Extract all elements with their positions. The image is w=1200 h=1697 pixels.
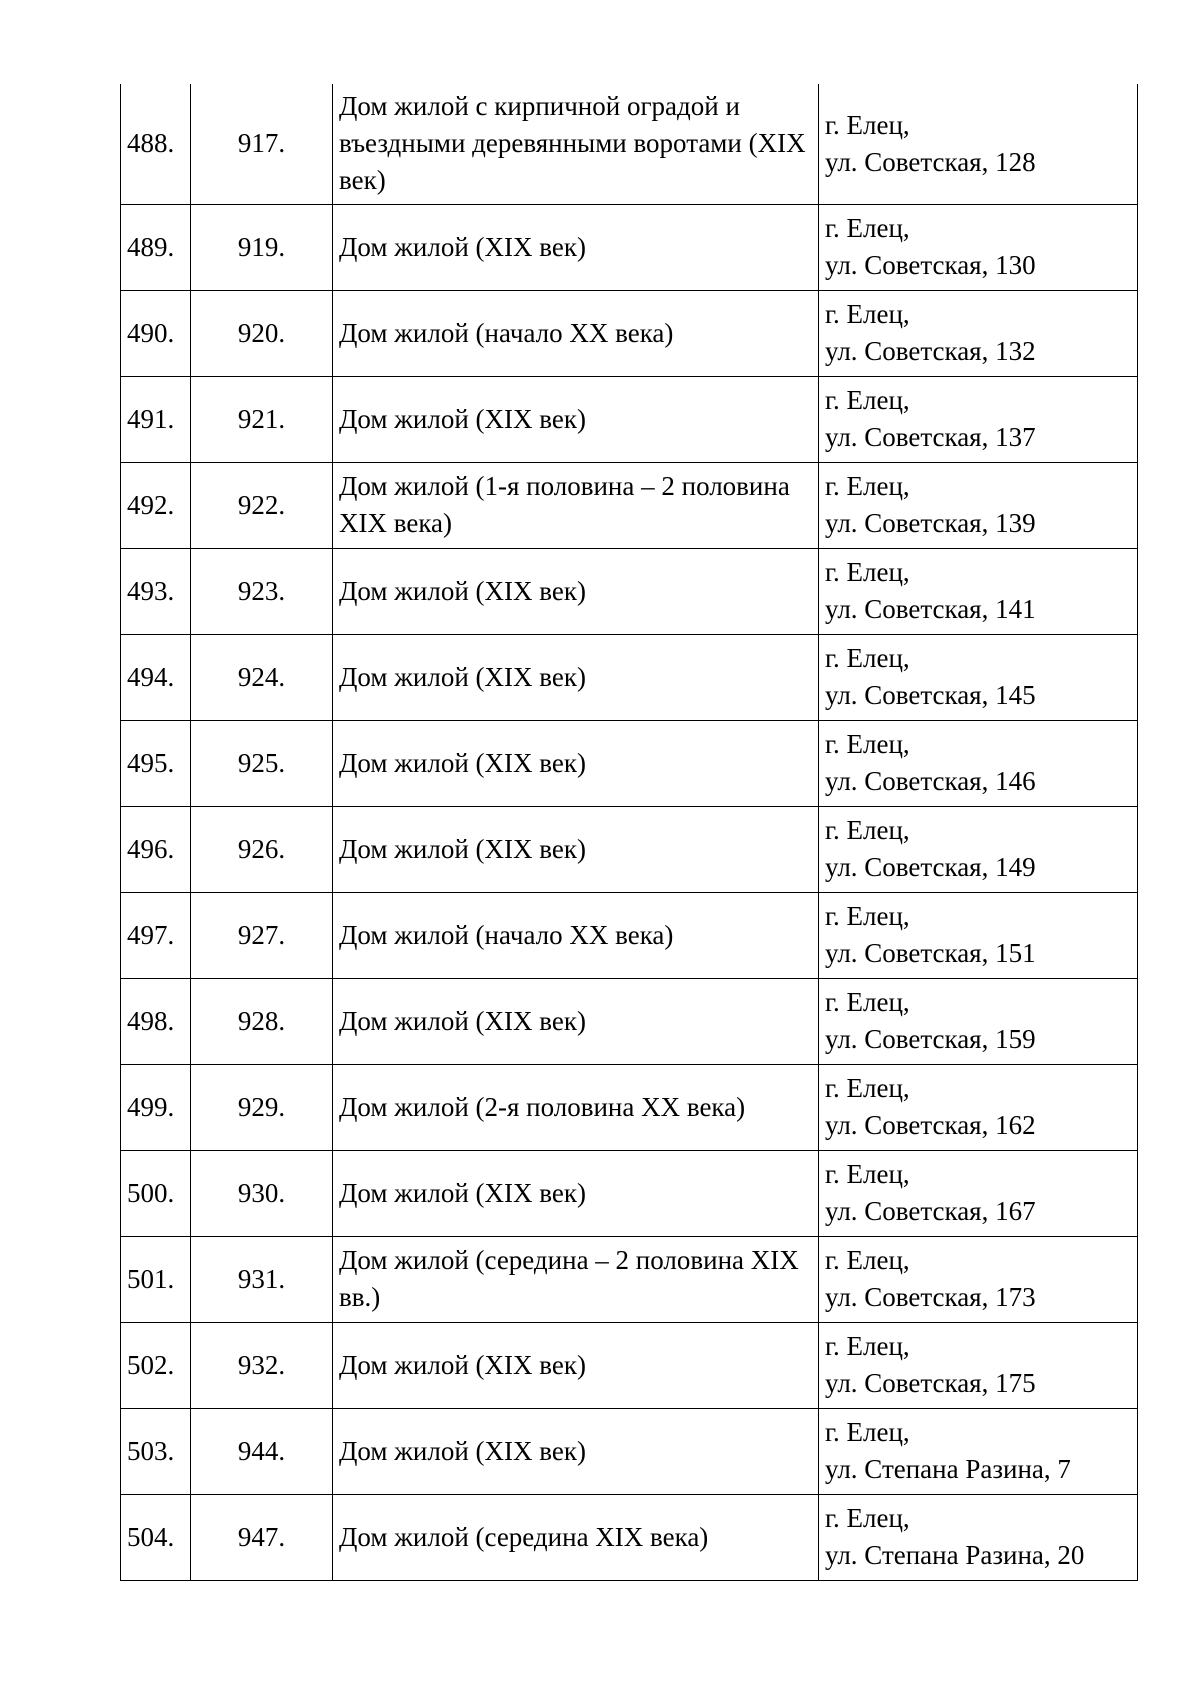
row-number: 493. bbox=[121, 548, 191, 634]
object-address bbox=[819, 290, 1138, 376]
object-name: Дом жилой (2-я половина XX века) bbox=[333, 1064, 819, 1150]
table-row bbox=[121, 978, 1138, 1064]
object-name: Дом жилой (начало XX века) bbox=[333, 892, 819, 978]
address-street: ул. Степана Разина, 20 bbox=[825, 1540, 1085, 1570]
registry-number: 927. bbox=[191, 892, 333, 978]
address-city: г. Елец, bbox=[825, 729, 910, 759]
registry-number: 944. bbox=[191, 1408, 333, 1494]
object-name: Дом жилой (XIX век) bbox=[333, 204, 819, 290]
object-address bbox=[819, 204, 1138, 290]
object-address bbox=[819, 462, 1138, 548]
row-number: 503. bbox=[121, 1408, 191, 1494]
row-number: 495. bbox=[121, 720, 191, 806]
table-row bbox=[121, 290, 1138, 376]
registry-number: 930. bbox=[191, 1150, 333, 1236]
row-number: 497. bbox=[121, 892, 191, 978]
registry-number: 917. bbox=[191, 84, 333, 204]
object-name: Дом жилой (середина – 2 половина XIX вв.) bbox=[333, 1236, 819, 1322]
address-street: ул. Советская, 130 bbox=[825, 250, 1036, 280]
address-city: г. Елец, bbox=[825, 557, 910, 587]
row-number: 492. bbox=[121, 462, 191, 548]
registry-number: 929. bbox=[191, 1064, 333, 1150]
row-number: 489. bbox=[121, 204, 191, 290]
address-city: г. Елец, bbox=[825, 1245, 910, 1275]
registry-number: 924. bbox=[191, 634, 333, 720]
address-city: г. Елец, bbox=[825, 643, 910, 673]
address-street: ул. Степана Разина, 7 bbox=[825, 1454, 1071, 1484]
object-name: Дом жилой (XIX век) bbox=[333, 1150, 819, 1236]
row-number: 501. bbox=[121, 1236, 191, 1322]
row-number: 496. bbox=[121, 806, 191, 892]
table-row bbox=[121, 376, 1138, 462]
table-row bbox=[121, 806, 1138, 892]
address-city: г. Елец, bbox=[825, 1073, 910, 1103]
table-row bbox=[121, 1408, 1138, 1494]
object-address bbox=[819, 1494, 1138, 1580]
registry-number: 926. bbox=[191, 806, 333, 892]
address-street: ул. Советская, 175 bbox=[825, 1368, 1036, 1398]
address-city: г. Елец, bbox=[825, 109, 910, 140]
table-row bbox=[121, 1064, 1138, 1150]
object-name: Дом жилой (XIX век) bbox=[333, 376, 819, 462]
registry-number: 925. bbox=[191, 720, 333, 806]
object-name: Дом жилой (середина XIX века) bbox=[333, 1494, 819, 1580]
registry-number: 920. bbox=[191, 290, 333, 376]
registry-number: 947. bbox=[191, 1494, 333, 1580]
row-number: 499. bbox=[121, 1064, 191, 1150]
address-street: ул. Советская, 167 bbox=[825, 1196, 1036, 1226]
address-street: ул. Советская, 141 bbox=[825, 594, 1036, 624]
address-street: ул. Советская, 137 bbox=[825, 422, 1036, 452]
registry-number: 932. bbox=[191, 1322, 333, 1408]
object-name: Дом жилой (XIX век) bbox=[333, 1408, 819, 1494]
row-number: 498. bbox=[121, 978, 191, 1064]
address-city: г. Елец, bbox=[825, 1159, 910, 1189]
table-row bbox=[121, 1322, 1138, 1408]
address-street: ул. Советская, 162 bbox=[825, 1110, 1036, 1140]
object-address bbox=[819, 892, 1138, 978]
heritage-objects-table bbox=[120, 84, 1138, 1581]
address-city: г. Елец, bbox=[825, 901, 910, 931]
object-address bbox=[819, 84, 1138, 204]
address-street: ул. Советская, 173 bbox=[825, 1282, 1036, 1312]
object-name: Дом жилой (начало XX века) bbox=[333, 290, 819, 376]
table-row bbox=[121, 204, 1138, 290]
registry-number: 922. bbox=[191, 462, 333, 548]
table-row bbox=[121, 462, 1138, 548]
registry-number: 923. bbox=[191, 548, 333, 634]
address-city: г. Елец, bbox=[825, 299, 910, 329]
row-number: 490. bbox=[121, 290, 191, 376]
table-row bbox=[121, 720, 1138, 806]
object-name: Дом жилой (XIX век) bbox=[333, 1322, 819, 1408]
address-street: ул. Советская, 151 bbox=[825, 938, 1036, 968]
address-city: г. Елец, bbox=[825, 1503, 910, 1533]
object-address bbox=[819, 1064, 1138, 1150]
address-city: г. Елец, bbox=[825, 1417, 910, 1447]
table-row bbox=[121, 548, 1138, 634]
row-number: 504. bbox=[121, 1494, 191, 1580]
address-city: г. Елец, bbox=[825, 815, 910, 845]
object-address bbox=[819, 634, 1138, 720]
object-address bbox=[819, 376, 1138, 462]
object-address bbox=[819, 1236, 1138, 1322]
address-city: г. Елец, bbox=[825, 987, 910, 1017]
address-city: г. Елец, bbox=[825, 1331, 910, 1361]
table-row bbox=[121, 1236, 1138, 1322]
object-address bbox=[819, 1322, 1138, 1408]
table-row bbox=[121, 634, 1138, 720]
table-row bbox=[121, 84, 1138, 204]
address-street: ул. Советская, 149 bbox=[825, 852, 1036, 882]
address-street: ул. Советская, 128 bbox=[825, 146, 1036, 177]
object-name: Дом жилой с кирпичной оградой и въездными деревянными воротами (XIX век) bbox=[333, 84, 819, 204]
row-number: 500. bbox=[121, 1150, 191, 1236]
address-street: ул. Советская, 139 bbox=[825, 508, 1036, 538]
row-number: 491. bbox=[121, 376, 191, 462]
object-address bbox=[819, 1408, 1138, 1494]
address-city: г. Елец, bbox=[825, 213, 910, 243]
row-number: 494. bbox=[121, 634, 191, 720]
address-city: г. Елец, bbox=[825, 385, 910, 415]
object-address bbox=[819, 548, 1138, 634]
address-street: ул. Советская, 159 bbox=[825, 1024, 1036, 1054]
row-number: 488. bbox=[121, 84, 191, 204]
address-street: ул. Советская, 146 bbox=[825, 766, 1036, 796]
registry-number: 931. bbox=[191, 1236, 333, 1322]
table-row bbox=[121, 1150, 1138, 1236]
object-name: Дом жилой (XIX век) bbox=[333, 548, 819, 634]
table-row bbox=[121, 1494, 1138, 1580]
object-name: Дом жилой (XIX век) bbox=[333, 634, 819, 720]
object-address bbox=[819, 1150, 1138, 1236]
object-name: Дом жилой (1-я половина – 2 половина XIX века) bbox=[333, 462, 819, 548]
registry-number: 921. bbox=[191, 376, 333, 462]
object-name: Дом жилой (XIX век) bbox=[333, 720, 819, 806]
table-row bbox=[121, 892, 1138, 978]
object-address bbox=[819, 720, 1138, 806]
registry-number: 919. bbox=[191, 204, 333, 290]
address-street: ул. Советская, 145 bbox=[825, 680, 1036, 710]
object-address bbox=[819, 978, 1138, 1064]
object-name: Дом жилой (XIX век) bbox=[333, 978, 819, 1064]
table-body bbox=[121, 84, 1138, 1580]
address-city: г. Елец, bbox=[825, 471, 910, 501]
registry-number: 928. bbox=[191, 978, 333, 1064]
object-address bbox=[819, 806, 1138, 892]
object-name: Дом жилой (XIX век) bbox=[333, 806, 819, 892]
address-street: ул. Советская, 132 bbox=[825, 336, 1036, 366]
row-number: 502. bbox=[121, 1322, 191, 1408]
